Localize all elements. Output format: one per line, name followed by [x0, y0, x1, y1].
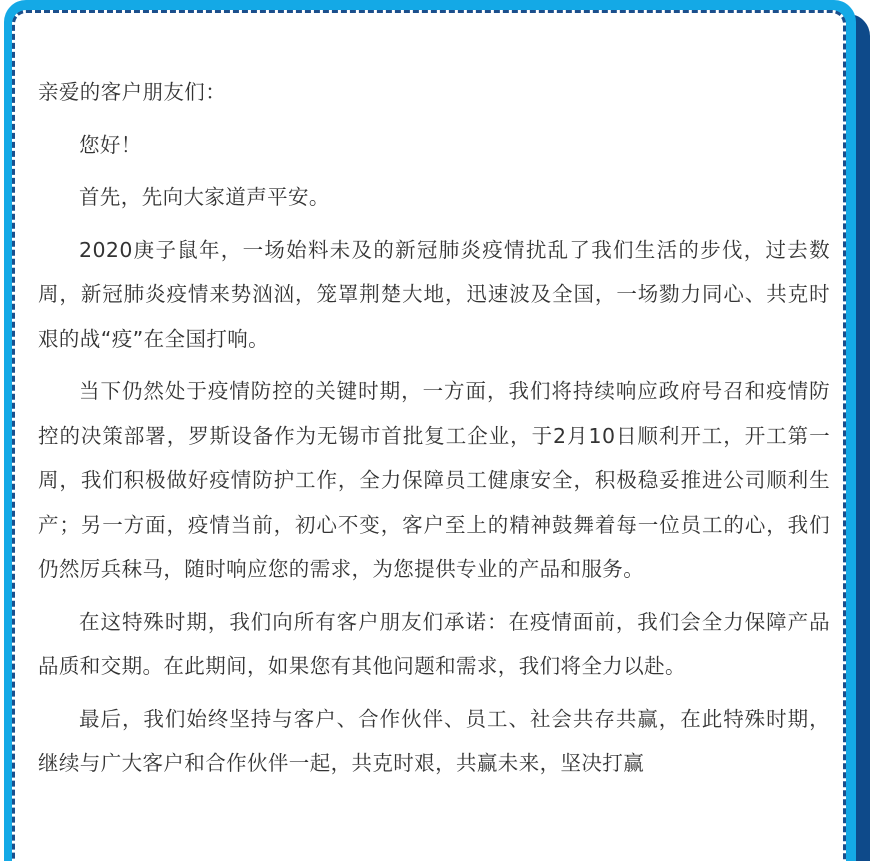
letter-paragraph: 2020庚子鼠年，一场始料未及的新冠肺炎疫情扰乱了我们生活的步伐，过去数周，新冠肺炎疫情来势汹汹，笼罩荆楚大地，迅速波及全国，一场勠力同心、共克时艰的战“疫”在全国打响。 — [38, 237, 830, 351]
letter-paragraph: 首先，先向大家道声平安。 — [79, 185, 330, 209]
letter-paragraph: 当下仍然处于疫情防控的关键时期，一方面，我们将持续响应政府号召和疫情防控的决策部署，罗斯设备作为无锡市首批复工企业，于2月10日顺利开工，开工第一周，我们积极做好疫情防护工作，全力保障员工健康安全，积极稳妥推进公司顺利生产；另一方面，疫情当前，初心不变，客户至上的精神鼓舞着每一位员工的心，我们仍然厉兵秣马，随时响应您的需求，为您提供专业的产品和服务。 — [38, 379, 830, 581]
letter-paragraph: 在这特殊时期，我们向所有客户朋友们承诺：在疫情面前，我们会全力保障产品品质和交期。在此期间，如果您有其他问题和需求，我们将全力以赴。 — [38, 609, 830, 678]
letter-salutation: 亲爱的客户朋友们： — [38, 80, 227, 104]
letter-greeting: 您好！ — [79, 132, 142, 157]
letter-paragraph: 最后，我们始终坚持与客户、合作伙伴、员工、社会共存共赢，在此特殊时期，继续与广大客户和合作伙伴一起，共克时艰，共赢未来，坚决打赢 — [38, 706, 830, 775]
letter-body — [38, 70, 830, 794]
